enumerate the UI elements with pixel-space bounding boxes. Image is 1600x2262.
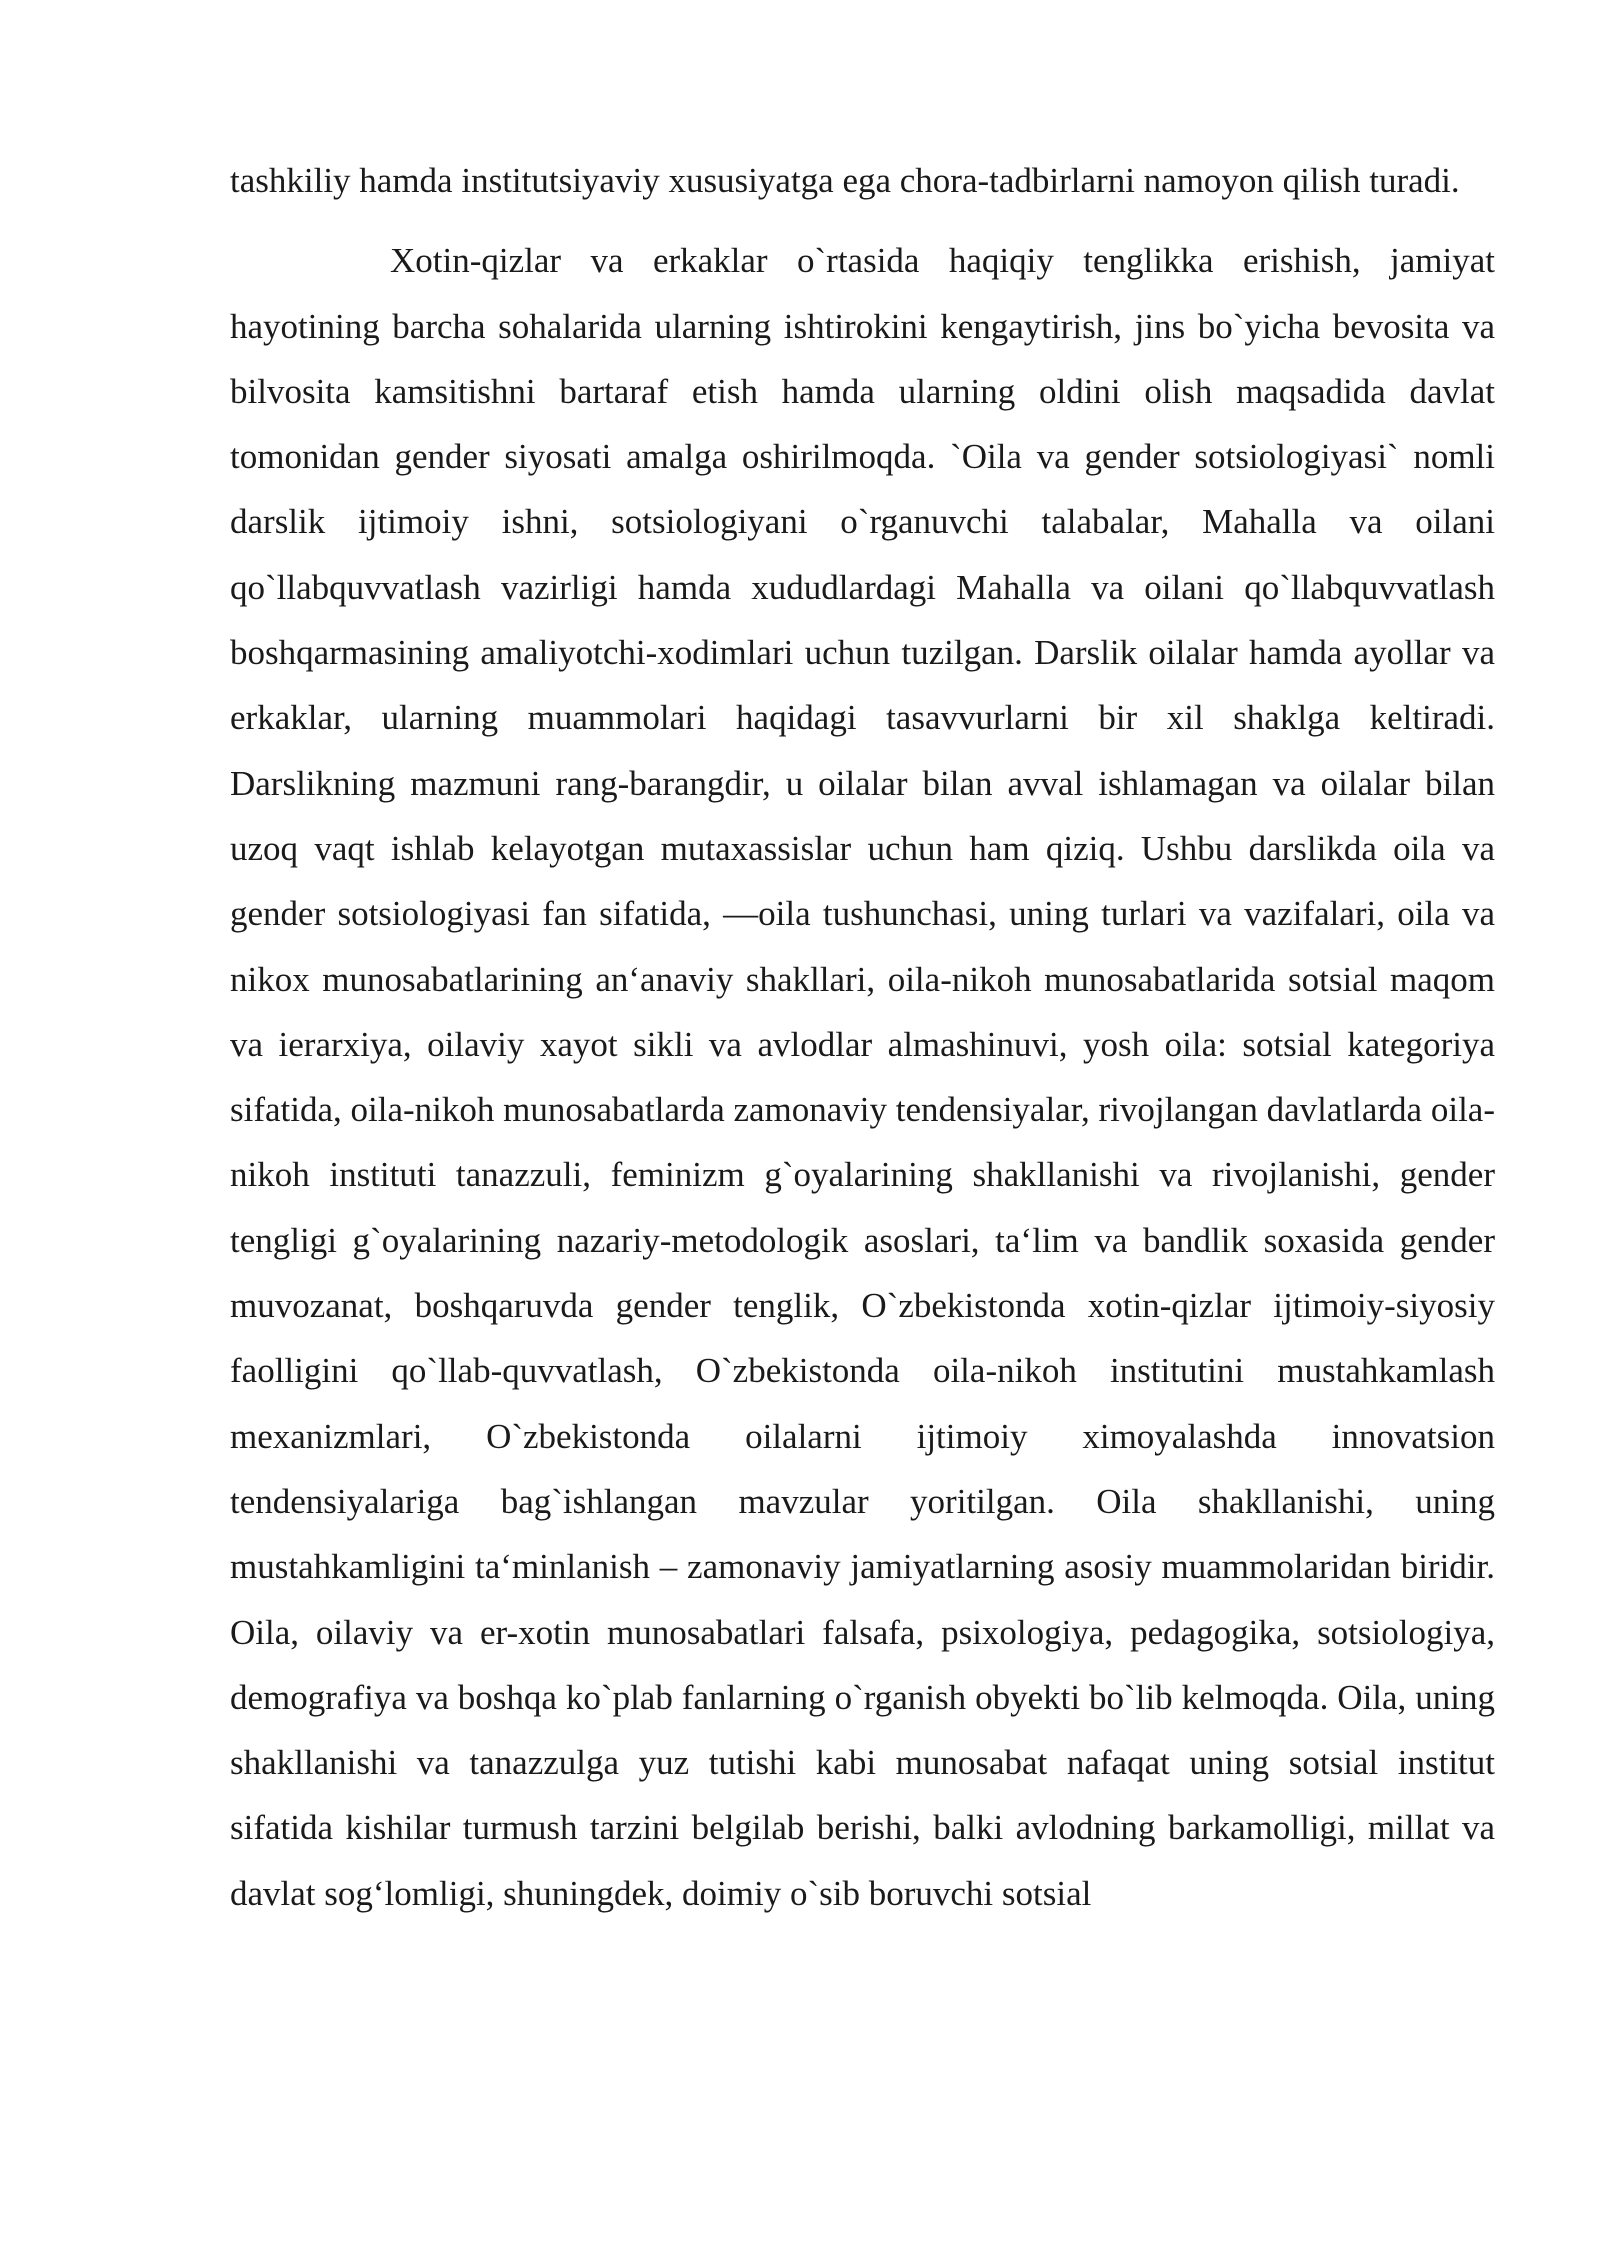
body-text [230,148,1495,1926]
paragraph-continuation: tashkiliy hamda institutsiyaviy xususiyatga ega chora-tadbirlarni namoyon qilish turadi. [230,161,1460,200]
paragraph-main: Xotin-qizlar va erkaklar o`rtasida haqiqiy tenglikka erishish, jamiyat hayotining barcha sohalarida ularning ishtirokini kengaytirish, jins bo`yicha bevosita va bilvosita kamsitishni bartaraf etish hamda ularning oldini olish maqsadida davlat tomonidan gender siyosati amalga oshirilmoqda. `Oila va gender sotsiologiyasi` nomli darslik ijtimoiy ishni, sotsiologiyani o`rganuvchi talabalar, Mahalla va oilani qo`llabquvvatlash vazirligi hamda xududlardagi Mahalla va oilani qo`llabquvvatlash boshqarmasining amaliyotchi-xodimlari uchun tuzilgan. Darslik oilalar hamda ayollar va erkaklar, ularning muammolari haqidagi tasavvurlarni bir xil shaklga keltiradi. Darslikning mazmuni rang-barangdir, u oilalar bilan avval ishlamagan va oilalar bilan uzoq vaqt ishlab kelayotgan mutaxassislar uchun ham qiziq. Ushbu darslikda oila va gender sotsiologiyasi fan sifatida, ―oila tushunchasi, uning turlari va vazifalari, oila va nikox munosabatlarining an‘anaviy shakllari, oila-nikoh munosabatlarida sotsial maqom va ierarxiya, oilaviy xayot sikli va avlodlar almashinuvi, yosh oila: sotsial kategoriya sifatida, oila-nikoh munosabatlarda zamonaviy tendensiyalar, rivojlangan davlatlarda oila-nikoh instituti tanazzuli, feminizm g`oyalarining shakllanishi va rivojlanishi, gender tengligi g`oyalarining nazariy-metodologik asoslari, ta‘lim va bandlik soxasida gender muvozanat, boshqaruvda gender tenglik, O`zbekistonda xotin-qizlar ijtimoiy-siyosiy faolligini qo`llab-quvvatlash, O`zbekistonda oila-nikoh institutini mustahkamlash mexanizmlari, O`zbekistonda oilalarni ijtimoiy ximoyalashda innovatsion tendensiyalariga bag`ishlangan mavzular yoritilgan. Oila shakllanishi, uning mustahkamligini ta‘minlanish – zamonaviy jamiyatlarning asosiy muammolaridan biridir. Oila, oilaviy va er-xotin munosabatlari falsafa, psixologiya, pedagogika, sotsiologiya, demografiya va boshqa ko`plab fanlarning o`rganish obyekti bo`lib kelmoqda. Oila, uning shakllanishi va tanazzulga yuz tutishi kabi munosabat nafaqat uning sotsial institut sifatida kishilar turmush tarzini belgilab berishi, balki avlodning barkamolligi, millat va davlat sog‘lomligi, shuningdek, doimiy o`sib boruvchi sotsial [230,241,1495,1913]
